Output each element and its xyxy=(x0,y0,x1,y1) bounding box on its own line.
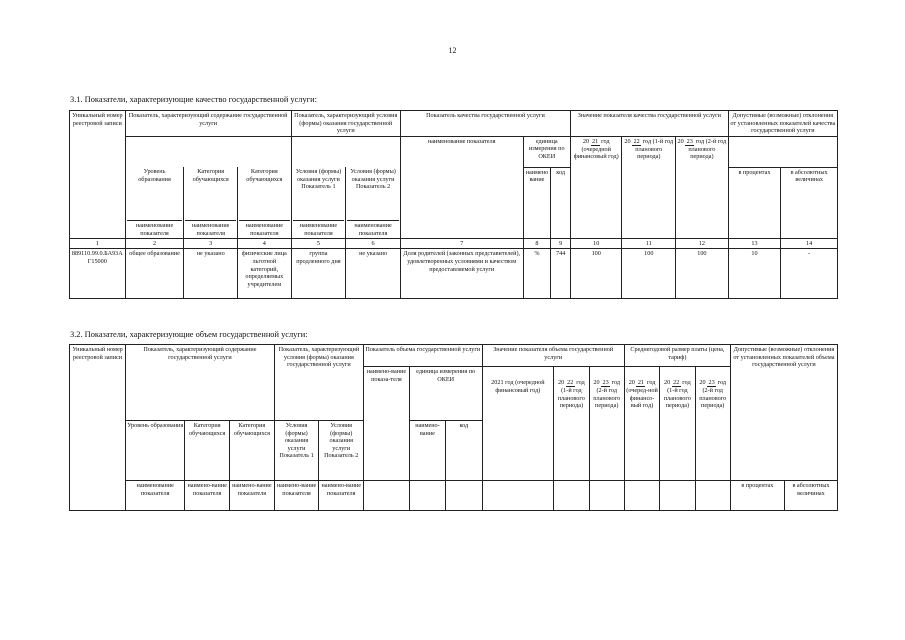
header-conditions: Показатель, характеризующий условия (формы) оказания государственной услуги xyxy=(274,345,363,421)
cell-level: общее образование xyxy=(125,249,184,299)
header-year-3: 20 23 год (2-й год планового периода) xyxy=(676,136,729,239)
cell-regnum: 889110.99.0.БА93АГ15000 xyxy=(70,249,126,299)
cell-deviation-absolute: - xyxy=(781,249,838,299)
col-unit-code: код xyxy=(551,167,571,239)
col-category-1: Категория обучающихся xyxy=(185,421,230,481)
header-regnum: Уникальный номер реестровой записи xyxy=(70,111,126,239)
cell-value-3: 100 xyxy=(676,249,729,299)
sub-condition-1: наимено-вание показателя xyxy=(274,481,319,511)
col-unit-name: наимено-вание xyxy=(409,421,445,481)
header-fee-year-1: 20 21 год (очеред-ной финансо-вый год) xyxy=(624,367,659,481)
header-volume-year-3: 20 23 год (2-й год планового периода) xyxy=(589,367,624,481)
col-category-2: Категория обучающихся наименование показателя xyxy=(238,167,292,239)
header-year-2: 20 22 год (1-й год планового периода) xyxy=(622,136,676,239)
col-unit-code: код xyxy=(446,421,482,481)
sub-category-1: наимено-вание показателя xyxy=(185,481,230,511)
header-deviation: Допустимые (возможные) отклонения от установленных показателей объема государственной услуги xyxy=(730,345,837,481)
table-row xyxy=(70,249,838,299)
header-values: Значение показателя объема государственной услуги xyxy=(482,345,624,367)
cell-deviation-percent: 10 xyxy=(728,249,781,299)
col-deviation-absolute: в абсолютных величинах xyxy=(781,167,838,239)
header-volume: Показатель объема государственной услуги xyxy=(364,345,482,367)
column-numbers-row: 1 2 3 4 5 6 7 8 9 10 11 12 13 14 xyxy=(70,239,838,249)
volume-table xyxy=(69,344,838,511)
header-fee-year-2: 20 22 год (1-й год планового периода) xyxy=(660,367,695,481)
cell-condition-1: группа продленного дня xyxy=(291,249,346,299)
header-unit: единица измерения по ОКЕИ xyxy=(523,136,570,167)
header-deviation: Допустимые (возможные) отклонения от установленных показателей качества государственной услуги xyxy=(728,111,837,137)
col-category-2: Категория обучающихся xyxy=(230,421,275,481)
section-heading-quality: 3.1. Показатели, характеризующие качество государственной услуги: xyxy=(70,95,317,104)
header-year-1: 20 21 год (очередной финансовый год) xyxy=(570,136,622,239)
header-indicator-name: наимено-вание показа-теля xyxy=(364,367,410,481)
header-indicator-name: наименование показателя xyxy=(400,136,523,239)
cell-value-2: 100 xyxy=(622,249,676,299)
header-content: Показатель, характеризующий содержание государственной услуги xyxy=(125,111,291,137)
cell-unit: % xyxy=(523,249,551,299)
col-deviation-percent: в процентах xyxy=(730,481,784,511)
col-level: Уровень образования xyxy=(126,421,185,481)
cell-code: 744 xyxy=(551,249,571,299)
header-quality: Показатель качества государственной услуги xyxy=(400,111,570,137)
cell-category-1: не указано xyxy=(184,249,238,299)
header-content: Показатель, характеризующий содержание государственной услуги xyxy=(126,345,275,421)
header-volume-year-2: 20 22 год (1-й год планового периода) xyxy=(554,367,589,481)
col-deviation-absolute: в абсолютных величинах xyxy=(784,481,837,511)
header-fee: Среднегодовой размер платы (цена, тариф) xyxy=(624,345,730,367)
col-condition-2: Условия (формы) оказания услуги Показатель 2 xyxy=(319,421,364,481)
cell-value-1: 100 xyxy=(570,249,622,299)
cell-indicator: Доля родителей (законных представителей), удовлетворенных условиями и качеством предоставляемой услуги xyxy=(400,249,523,299)
col-unit-name: наименование xyxy=(523,167,551,239)
col-level: Уровень образования наименование показателя xyxy=(125,167,184,239)
page-number: 12 xyxy=(448,46,457,55)
header-values: Значение показателя качества государственной услуги xyxy=(570,111,728,137)
cell-category-2: физические лица льготной категорий, определяемых учредителем xyxy=(238,249,292,299)
header-unit: единица измерения по ОКЕИ xyxy=(409,367,482,421)
col-deviation-percent: в процентах xyxy=(728,167,781,239)
header-conditions: Показатель, характеризующий условия (формы) оказания государственной услуги xyxy=(291,111,400,137)
col-condition-2: Условия (формы) оказания услуги Показатель 2 наименование показателя xyxy=(346,167,401,239)
col-condition-1: Условия (формы) оказания услуги Показатель 1 наименование показателя xyxy=(291,167,346,239)
sub-category-2: наимено-вание показателя xyxy=(230,481,275,511)
cell-condition-2: не указано xyxy=(346,249,401,299)
sub-condition-2: наимено-вание показателя xyxy=(319,481,364,511)
sub-level: наименование показателя xyxy=(126,481,185,511)
col-category-1: Категория обучающихся наименование показателя xyxy=(184,167,238,239)
quality-table xyxy=(69,110,838,299)
header-regnum: Уникальный номер реестровой записи xyxy=(70,345,126,511)
col-condition-1: Условия (формы) оказания услуги Показатель 1 xyxy=(274,421,319,481)
header-volume-year-1: 2021 год (очередной финансовый год) xyxy=(482,367,554,481)
section-heading-volume: 3.2. Показатели, характеризующие объем государственной услуги: xyxy=(70,330,308,339)
header-fee-year-3: 20 23 год (2-й год планового периода) xyxy=(695,367,730,481)
